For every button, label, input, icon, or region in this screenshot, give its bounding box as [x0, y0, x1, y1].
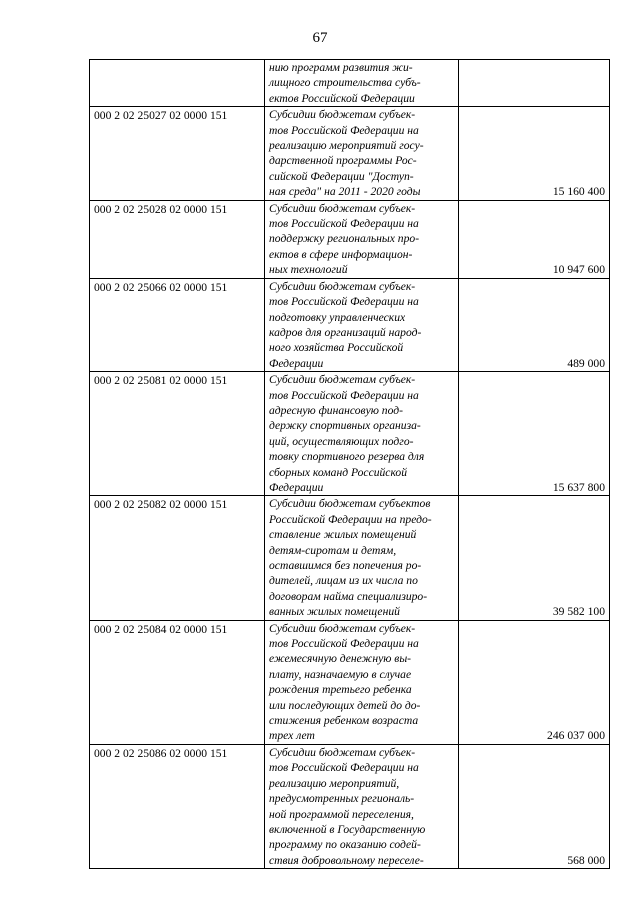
description-cell	[265, 620, 459, 744]
description-line: тов Российской Федерации на	[269, 761, 419, 775]
description-line: тов Российской Федерации на	[269, 123, 419, 137]
description-line: ного хозяйства Российской	[269, 341, 404, 355]
table-row	[90, 107, 610, 200]
description-line: плату, назначаемую в случае	[269, 667, 412, 681]
description-cell	[265, 372, 459, 496]
description-line: Субсидии бюджетам субъек-	[269, 201, 416, 215]
table-row	[90, 372, 610, 496]
description-line: оставшимся без попечения ро-	[269, 559, 422, 572]
description-line: ных технологий	[269, 263, 348, 277]
description-cell	[265, 278, 459, 371]
description-line: сийской Федерации "Доступ-	[269, 169, 414, 183]
description-line: дителей, лицам из их числа по	[269, 574, 418, 588]
description-line: предусмотренных региональ-	[269, 792, 415, 806]
description-line: ванных жилых помещений	[269, 605, 400, 619]
amount-cell: 489 000	[459, 278, 610, 371]
amount-cell: 10 947 600	[459, 200, 610, 278]
amount-cell: 246 037 000	[459, 620, 610, 744]
description-cell	[265, 60, 459, 107]
description-line: Субсидии бюджетам субъек-	[269, 108, 416, 122]
table-row	[90, 278, 610, 371]
description-line: или последующих детей до до-	[269, 698, 421, 712]
amount-cell: 15 160 400	[459, 107, 610, 200]
description-line: тов Российской Федерации на	[269, 217, 419, 231]
amount-cell: 39 582 100	[459, 496, 610, 620]
description-line: программу по оказанию содей-	[269, 838, 421, 852]
description-line: стижения ребенком возраста	[269, 714, 419, 728]
description-line: подготовку управленческих	[269, 310, 406, 324]
description-line: ций, осуществляющих подго-	[269, 434, 414, 448]
page-number: 67	[312, 30, 328, 46]
description-line: товку спортивного резерва для	[269, 450, 425, 464]
description-line: ежемесячную денежную вы-	[269, 652, 412, 666]
description-line: ектов в сфере информацион-	[269, 247, 413, 261]
description-line: нию программ развития жи-	[269, 61, 413, 74]
amount-cell: 568 000	[459, 744, 610, 868]
description-line: адресную финансовую под-	[269, 403, 403, 417]
amount-cell	[459, 60, 610, 107]
description-line: Субсидии бюджетам субъек-	[269, 279, 416, 293]
description-line: Субсидии бюджетам субъек-	[269, 621, 416, 635]
table-row	[90, 620, 610, 744]
description-line: трех лет	[269, 729, 315, 743]
description-line: Субсидии бюджетам субъек-	[269, 745, 416, 759]
description-line: Субсидии бюджетам субъектов	[269, 497, 431, 511]
description-line: договорам найма специализиро-	[269, 589, 428, 603]
table-row	[90, 496, 610, 620]
description-cell	[265, 200, 459, 278]
description-line: Федерации	[269, 356, 324, 370]
description-cell	[265, 496, 459, 620]
amount-cell: 15 637 800	[459, 372, 610, 496]
budget-code-cell: 000 2 02 25084 02 0000 151	[90, 620, 265, 744]
description-cell	[265, 744, 459, 868]
description-line: тов Российской Федерации на	[269, 637, 419, 651]
description-line: реализацию мероприятий,	[269, 776, 400, 790]
description-line: Российской Федерации на предо-	[269, 512, 432, 526]
table-body	[90, 60, 610, 869]
description-line: детям-сиротам и детям,	[269, 543, 397, 557]
budget-code-cell: 000 2 02 25027 02 0000 151	[90, 107, 265, 200]
description-line: ставление жилых помещений	[269, 528, 417, 542]
description-line: ная среда" на 2011 - 2020 годы	[269, 185, 421, 199]
budget-code-cell: 000 2 02 25082 02 0000 151	[90, 496, 265, 620]
table-row	[90, 744, 610, 868]
description-line: сборных команд Российской	[269, 465, 408, 479]
description-line: включенной в Государственную	[269, 822, 426, 836]
description-line: кадров для организаций народ-	[269, 325, 422, 339]
description-line: держку спортивных организа-	[269, 419, 421, 433]
description-line: ствия добровольному переселе-	[269, 853, 424, 867]
description-line: ной программой переселения,	[269, 807, 414, 821]
description-line: поддержку региональных про-	[269, 232, 420, 246]
table-row	[90, 200, 610, 278]
description-line: лищного строительства субъ-	[269, 76, 421, 90]
description-cell	[265, 107, 459, 200]
budget-code-cell: 000 2 02 25081 02 0000 151	[90, 372, 265, 496]
table-row	[90, 60, 610, 107]
description-line: тов Российской Федерации на	[269, 295, 419, 309]
budget-code-cell: 000 2 02 25086 02 0000 151	[90, 744, 265, 868]
description-line: ектов Российской Федерации	[269, 91, 415, 105]
budget-table	[89, 59, 610, 869]
budget-code-cell: 000 2 02 25028 02 0000 151	[90, 200, 265, 278]
description-line: реализацию мероприятий госу-	[269, 139, 424, 153]
description-line: тов Российской Федерации на	[269, 388, 419, 402]
description-line: Субсидии бюджетам субъек-	[269, 373, 416, 387]
description-line: Федерации	[269, 480, 324, 494]
budget-code-cell	[90, 60, 265, 107]
description-line: рождения третьего ребенка	[269, 683, 412, 697]
budget-code-cell: 000 2 02 25066 02 0000 151	[90, 278, 265, 371]
description-line: дарственной программы Рос-	[269, 154, 417, 168]
